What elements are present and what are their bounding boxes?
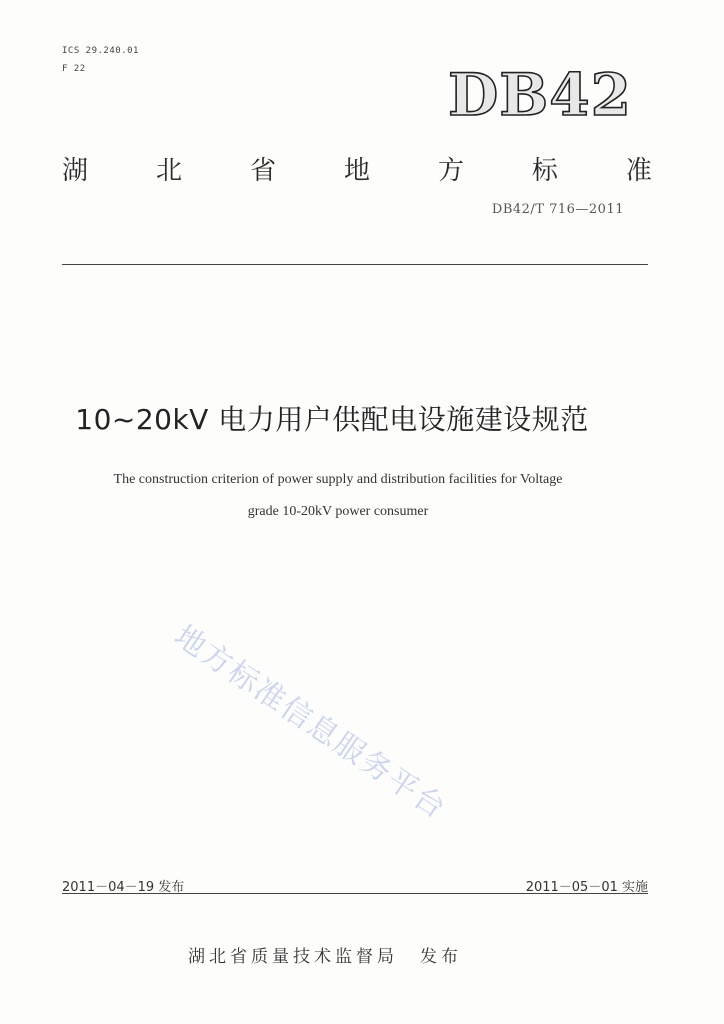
standard-type-char: 方 bbox=[437, 156, 464, 186]
standard-type-char: 北 bbox=[155, 156, 182, 186]
bottom-divider bbox=[62, 893, 648, 894]
db-logo: DB42 bbox=[447, 61, 632, 129]
title-chinese: 10~20kV 电力用户供配电设施建设规范 bbox=[75, 403, 589, 436]
standard-type-char: 准 bbox=[625, 156, 652, 186]
standard-type-char: 湖 bbox=[62, 156, 89, 186]
title-english bbox=[58, 464, 618, 528]
standard-type-heading bbox=[62, 150, 652, 187]
publisher-action: 发布 bbox=[420, 947, 462, 967]
top-divider bbox=[62, 264, 648, 265]
publish-date: 2011－04－19 发布 bbox=[62, 880, 185, 895]
ics-code: ICS 29.240.01 bbox=[62, 46, 139, 56]
standard-type-char: 地 bbox=[343, 156, 370, 186]
publisher-name: 湖北省质量技术监督局 bbox=[188, 947, 398, 967]
standard-type-char: 省 bbox=[249, 156, 276, 186]
publisher-line bbox=[188, 942, 462, 967]
standard-type-char: 标 bbox=[531, 156, 558, 186]
title-english-line2: grade 10-20kV power consumer bbox=[247, 504, 429, 519]
title-english-line1: The construction criterion of power supply and distribution facilities for Voltage bbox=[113, 472, 563, 487]
watermark: 地方标准信息服务平台 bbox=[167, 618, 453, 827]
standard-number: DB42/T 716—2011 bbox=[491, 202, 624, 217]
implement-date: 2011－05－01 实施 bbox=[525, 880, 648, 895]
ccs-code: F 22 bbox=[62, 64, 86, 74]
